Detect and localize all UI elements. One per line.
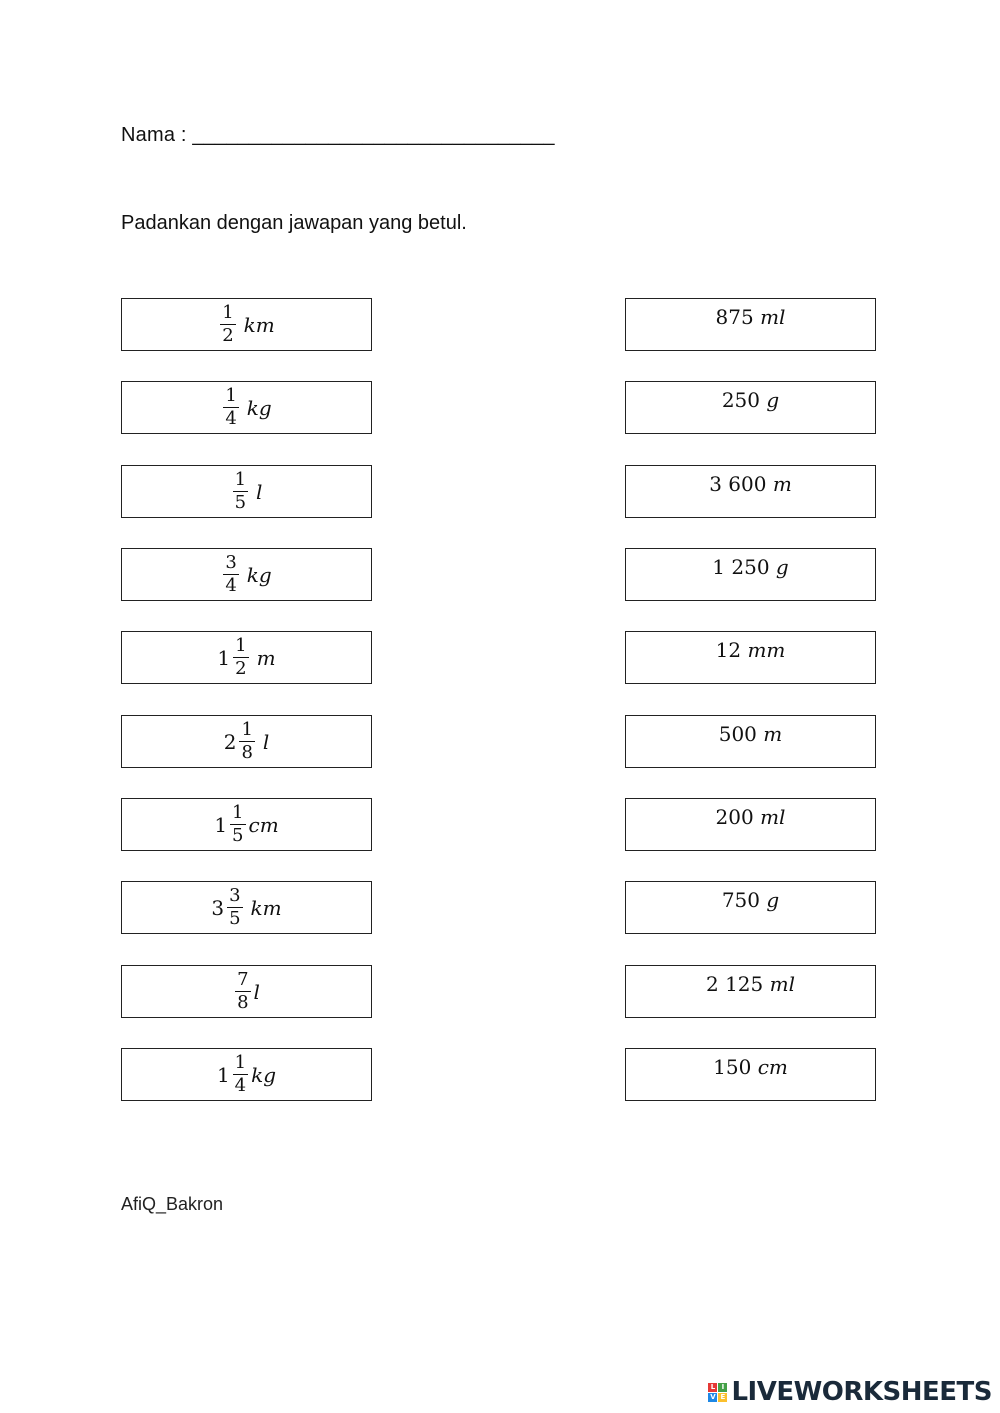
value: 3 600 [709, 472, 767, 496]
liveworksheets-logo [708, 1377, 992, 1407]
answer-value [706, 972, 795, 996]
answer-value [713, 1055, 788, 1079]
numerator: 3 [229, 885, 241, 906]
logo-square: I [718, 1383, 727, 1392]
unit: g [766, 388, 780, 412]
unit: km [243, 312, 275, 337]
answer-value [719, 722, 783, 746]
left-box-1[interactable] [121, 298, 372, 351]
fraction [227, 887, 242, 928]
denominator: 5 [234, 492, 247, 513]
logo-square: V [710, 1392, 716, 1401]
right-box-4[interactable] [625, 548, 876, 601]
unit: g [766, 888, 780, 912]
denominator: 4 [225, 575, 237, 596]
unit: ml [769, 972, 795, 996]
logo-square: L [708, 1383, 717, 1392]
logo-squares-icon [708, 1383, 727, 1402]
unit: g [775, 555, 789, 579]
denominator: 2 [235, 658, 247, 679]
unit: kg [246, 395, 272, 420]
value: 1 250 [712, 555, 770, 579]
denominator: 4 [225, 408, 237, 429]
right-box-2[interactable] [625, 381, 876, 434]
whole-number: 1 [216, 1062, 230, 1087]
unit: ml [760, 805, 786, 829]
name-field-label: Nama : ________________________________ [121, 124, 555, 146]
left-box-4[interactable] [121, 548, 372, 601]
unit: cm [248, 812, 279, 837]
fraction [233, 637, 248, 678]
right-box-8[interactable] [625, 881, 876, 934]
fraction [239, 721, 254, 762]
left-box-7[interactable] [121, 798, 372, 851]
logo-square: E [718, 1393, 727, 1402]
unit: l [256, 479, 263, 504]
fraction-expression [221, 554, 271, 595]
fraction [223, 554, 238, 595]
answer-value [712, 555, 788, 579]
numerator: 1 [225, 385, 237, 406]
value: 250 [721, 388, 760, 412]
unit: l [253, 979, 260, 1004]
denominator: 5 [232, 825, 244, 846]
right-box-10[interactable] [625, 1048, 876, 1101]
unit: km [250, 895, 282, 920]
value: 150 [713, 1055, 752, 1079]
answer-value [722, 888, 779, 912]
logo-text: LIVEWORKSHEETS [731, 1377, 992, 1407]
numerator: 1 [235, 635, 247, 656]
fraction-expression [217, 637, 275, 678]
answer-value [709, 472, 792, 496]
fraction [220, 304, 235, 345]
value: 500 [718, 722, 757, 746]
numerator: 1 [234, 1052, 247, 1073]
denominator: 2 [222, 325, 234, 346]
right-box-9[interactable] [625, 965, 876, 1018]
unit: mm [747, 638, 786, 662]
numerator: 3 [225, 552, 237, 573]
author-credit: AfiQ_Bakron [121, 1194, 224, 1214]
unit: m [256, 645, 276, 670]
answer-value [716, 305, 786, 329]
right-box-3[interactable] [625, 465, 876, 518]
whole-number: 1 [217, 645, 231, 670]
numerator: 1 [232, 802, 244, 823]
fraction-expression [224, 721, 270, 762]
left-box-10[interactable] [121, 1048, 372, 1101]
fraction [230, 804, 245, 845]
unit: m [763, 722, 783, 746]
answer-value [716, 805, 786, 829]
value: 12 [715, 638, 742, 662]
fraction-expression [221, 387, 271, 428]
fraction [233, 1054, 248, 1095]
denominator: 4 [234, 1075, 247, 1096]
fraction [235, 971, 250, 1012]
denominator: 8 [241, 742, 253, 763]
answer-value [716, 638, 786, 662]
value: 750 [721, 888, 760, 912]
unit: cm [757, 1055, 788, 1079]
unit: kg [246, 562, 272, 587]
value: 200 [715, 805, 754, 829]
unit: ml [760, 305, 786, 329]
left-box-3[interactable] [121, 465, 372, 518]
numerator: 1 [241, 719, 253, 740]
fraction [233, 471, 248, 512]
fraction-expression [233, 971, 260, 1012]
left-box-6[interactable] [121, 715, 372, 768]
left-box-9[interactable] [121, 965, 372, 1018]
whole-number: 3 [211, 895, 225, 920]
denominator: 8 [237, 992, 249, 1013]
numerator: 1 [222, 302, 234, 323]
left-box-5[interactable] [121, 631, 372, 684]
unit: l [262, 729, 270, 754]
fraction-expression [231, 471, 263, 512]
value: 2 125 [706, 972, 764, 996]
right-box-6[interactable] [625, 715, 876, 768]
right-box-1[interactable] [625, 298, 876, 351]
right-box-7[interactable] [625, 798, 876, 851]
unit: kg [251, 1062, 277, 1087]
denominator: 5 [229, 908, 241, 929]
whole-number: 1 [214, 812, 228, 837]
numerator: 1 [234, 469, 247, 490]
left-box-2[interactable] [121, 381, 372, 434]
answer-value [722, 388, 779, 412]
fraction [223, 387, 238, 428]
numerator: 7 [237, 969, 249, 990]
value: 875 [715, 305, 754, 329]
left-box-8[interactable] [121, 881, 372, 934]
instruction-text: Padankan dengan jawapan yang betul. [121, 212, 467, 234]
right-box-5[interactable] [625, 631, 876, 684]
fraction-expression [217, 1054, 276, 1095]
whole-number: 2 [223, 729, 237, 754]
fraction-expression [211, 887, 281, 928]
unit: m [772, 472, 792, 496]
fraction-expression [218, 304, 275, 345]
fraction-expression [214, 804, 278, 845]
